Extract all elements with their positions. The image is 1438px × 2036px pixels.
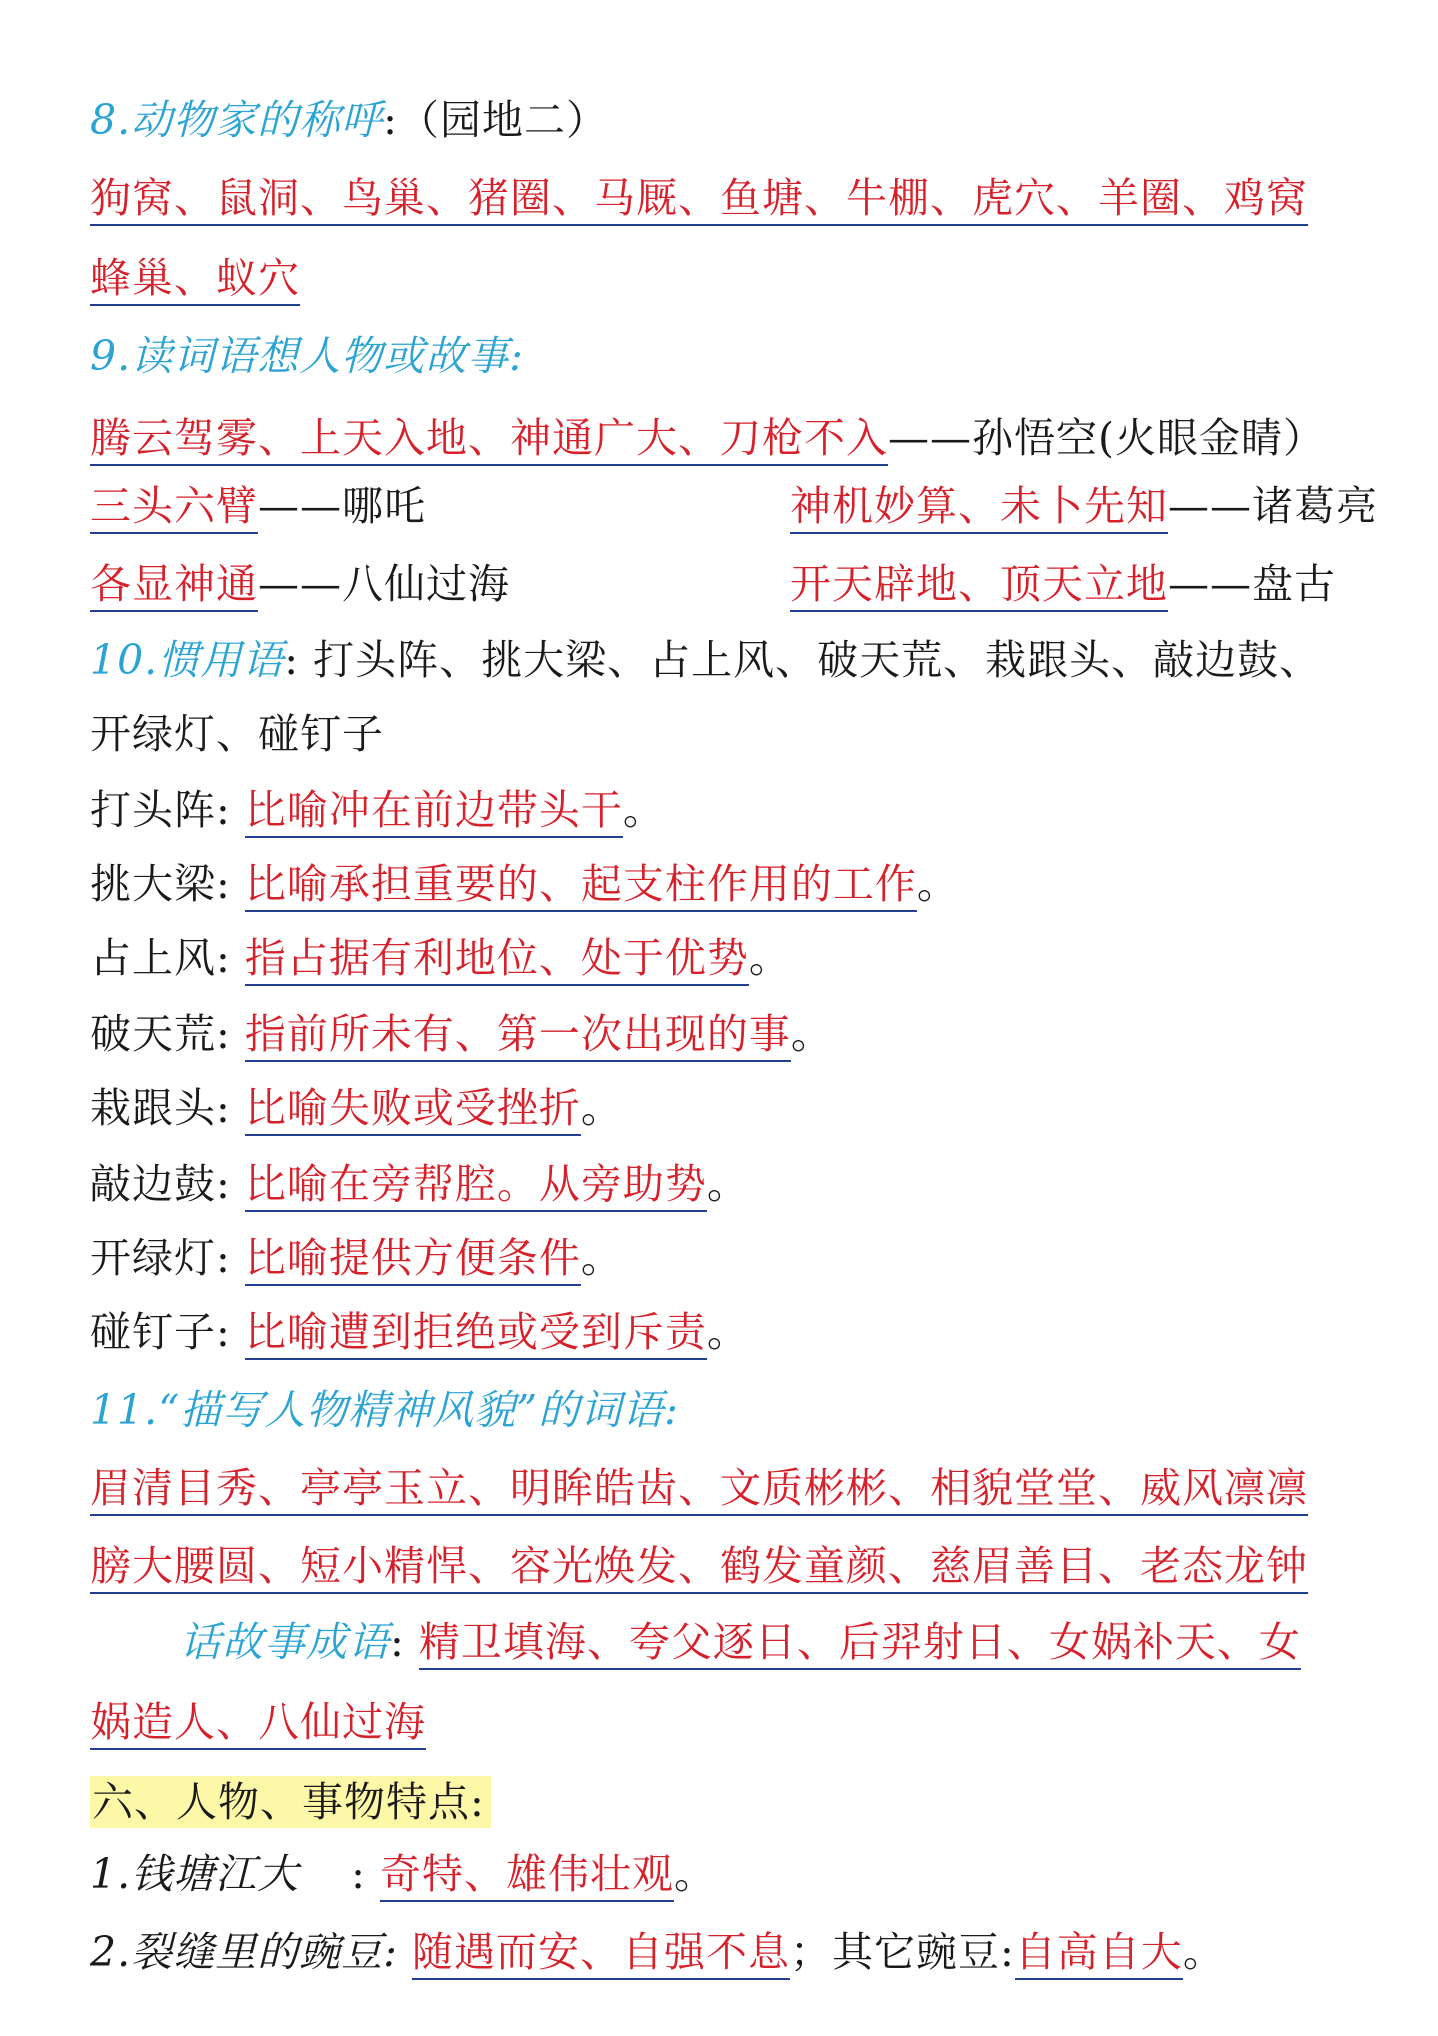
idiom-term: 打头阵: bbox=[90, 786, 231, 834]
section-8-title: 8.动物家的称呼 bbox=[90, 96, 384, 144]
idiom-item bbox=[90, 1006, 833, 1062]
item-2-label: 2.裂缝里的豌豆: bbox=[90, 1928, 398, 1976]
idiom-term: 占上风: bbox=[90, 934, 231, 982]
idiom-item bbox=[90, 856, 959, 912]
nezha-words: 三头六臂 bbox=[90, 482, 258, 534]
section-10-list-2 bbox=[90, 706, 384, 762]
idiom-meaning: 比喻提供方便条件 bbox=[245, 1234, 581, 1286]
idiom-end: 。 bbox=[748, 934, 791, 982]
item-1-end: 。 bbox=[674, 1850, 716, 1898]
zhugeliang-words: 神机妙算、未卜先知 bbox=[790, 482, 1168, 534]
appearance-words-2: 膀大腰圆、短小精悍、容光焕发、鹤发童颜、慈眉善目、老态龙钟 bbox=[90, 1542, 1308, 1594]
section-8-header bbox=[90, 92, 608, 148]
idiom-meaning: 比喻失败或受挫折 bbox=[245, 1084, 581, 1136]
idiom-meaning: 比喻在旁帮腔。从旁助势 bbox=[245, 1160, 707, 1212]
part-6-item-1 bbox=[90, 1846, 716, 1902]
section-12-title: 话故事成语 bbox=[180, 1618, 390, 1666]
item-1-colon: : bbox=[351, 1850, 366, 1898]
section-9-row-2 bbox=[90, 478, 1378, 534]
section-12-colon: : bbox=[390, 1618, 405, 1666]
item-2-end: 。 bbox=[1182, 1928, 1225, 1976]
idiom-item bbox=[90, 930, 791, 986]
idiom-end: 。 bbox=[790, 1010, 833, 1058]
idiom-end: 。 bbox=[580, 1084, 623, 1132]
item-2-value-2: 自高自大 bbox=[1015, 1928, 1183, 1980]
item-1-value: 奇特、雄伟壮观 bbox=[380, 1850, 674, 1902]
nezha-name: ——哪吒 bbox=[258, 482, 426, 530]
idiom-term: 破天荒: bbox=[90, 1010, 231, 1058]
sunwukong-name: ——孙悟空(火眼金睛） bbox=[888, 414, 1325, 462]
idiom-term: 敲边鼓: bbox=[90, 1160, 231, 1208]
idiom-item bbox=[90, 782, 665, 838]
idiom-term: 开绿灯: bbox=[90, 1234, 231, 1282]
idiom-term: 栽跟头: bbox=[90, 1084, 231, 1132]
idiom-term: 挑大梁: bbox=[90, 860, 231, 908]
section-10-header bbox=[90, 632, 1321, 688]
idiom-end: 。 bbox=[916, 860, 959, 908]
section-9-row-1 bbox=[90, 410, 1325, 466]
pangu-name: ——盘古 bbox=[1168, 560, 1336, 608]
idiom-end: 。 bbox=[580, 1234, 623, 1282]
idiom-end: 。 bbox=[706, 1308, 749, 1356]
section-8-line-1 bbox=[90, 170, 1308, 226]
myth-idioms-1: 精卫填海、夸父逐日、后羿射日、女娲补天、女 bbox=[419, 1618, 1301, 1670]
idiom-item bbox=[90, 1230, 623, 1286]
section-9-row-3-right bbox=[790, 556, 1336, 612]
idiom-end: 。 bbox=[622, 786, 665, 834]
idiom-list-2: 开绿灯、碰钉子 bbox=[90, 710, 384, 758]
idiom-end: 。 bbox=[706, 1160, 749, 1208]
item-1-label: 1.钱塘江大 bbox=[90, 1850, 300, 1898]
section-11-line-1 bbox=[90, 1460, 1308, 1516]
idiom-item bbox=[90, 1156, 749, 1212]
idiom-meaning: 比喻承担重要的、起支柱作用的工作 bbox=[245, 860, 917, 912]
idiom-meaning: 指占据有利地位、处于优势 bbox=[245, 934, 749, 986]
baxian-name: ——八仙过海 bbox=[258, 560, 510, 608]
baxian-words: 各显神通 bbox=[90, 560, 258, 612]
idiom-item bbox=[90, 1304, 749, 1360]
section-8-note: :（园地二） bbox=[383, 96, 608, 144]
zhugeliang-name: ——诸葛亮 bbox=[1168, 482, 1378, 530]
part-6-heading: 六、人物、事物特点: bbox=[90, 1776, 491, 1828]
idiom-meaning: 指前所未有、第一次出现的事 bbox=[245, 1010, 791, 1062]
part-6-item-2 bbox=[90, 1924, 1225, 1980]
section-11-line-2 bbox=[90, 1538, 1308, 1594]
myth-idioms-2: 娲造人、八仙过海 bbox=[90, 1698, 426, 1750]
sunwukong-words: 腾云驾雾、上天入地、神通广大、刀枪不入 bbox=[90, 414, 888, 466]
section-9-header bbox=[90, 328, 524, 384]
section-11-header bbox=[90, 1382, 679, 1438]
section-9-title: 9.读词语想人物或故事: bbox=[90, 332, 524, 380]
pangu-words: 开天辟地、顶天立地 bbox=[790, 560, 1168, 612]
section-8-line-2 bbox=[90, 250, 300, 306]
item-2-value: 随遇而安、自强不息 bbox=[412, 1928, 790, 1980]
section-9-row-3 bbox=[90, 556, 1350, 612]
idiom-meaning: 比喻遭到拒绝或受到斥责 bbox=[245, 1308, 707, 1360]
idiom-term: 碰钉子: bbox=[90, 1308, 231, 1356]
section-11-title: 11.“描写人物精神风貌”的词语: bbox=[90, 1386, 679, 1434]
section-9-row-2-right bbox=[790, 478, 1378, 534]
section-12-line-2 bbox=[90, 1694, 426, 1750]
appearance-words-1: 眉清目秀、亭亭玉立、明眸皓齿、文质彬彬、相貌堂堂、威风凛凛 bbox=[90, 1464, 1308, 1516]
animal-homes-1: 狗窝、鼠洞、鸟巢、猪圈、马厩、鱼塘、牛棚、虎穴、羊圈、鸡窝 bbox=[90, 174, 1308, 226]
section-12-line-1 bbox=[180, 1614, 1301, 1670]
animal-homes-2: 蜂巢、蚁穴 bbox=[90, 254, 300, 306]
section-10-title: 10.惯用语 bbox=[90, 636, 285, 684]
idiom-item bbox=[90, 1080, 623, 1136]
item-2-mid: ；其它豌豆: bbox=[789, 1928, 1015, 1976]
part-6-heading-row bbox=[90, 1774, 491, 1830]
idiom-meaning: 比喻冲在前边带头干 bbox=[245, 786, 623, 838]
idiom-list-1: : 打头阵、挑大梁、占上风、破天荒、栽跟头、敲边鼓、 bbox=[284, 636, 1322, 684]
